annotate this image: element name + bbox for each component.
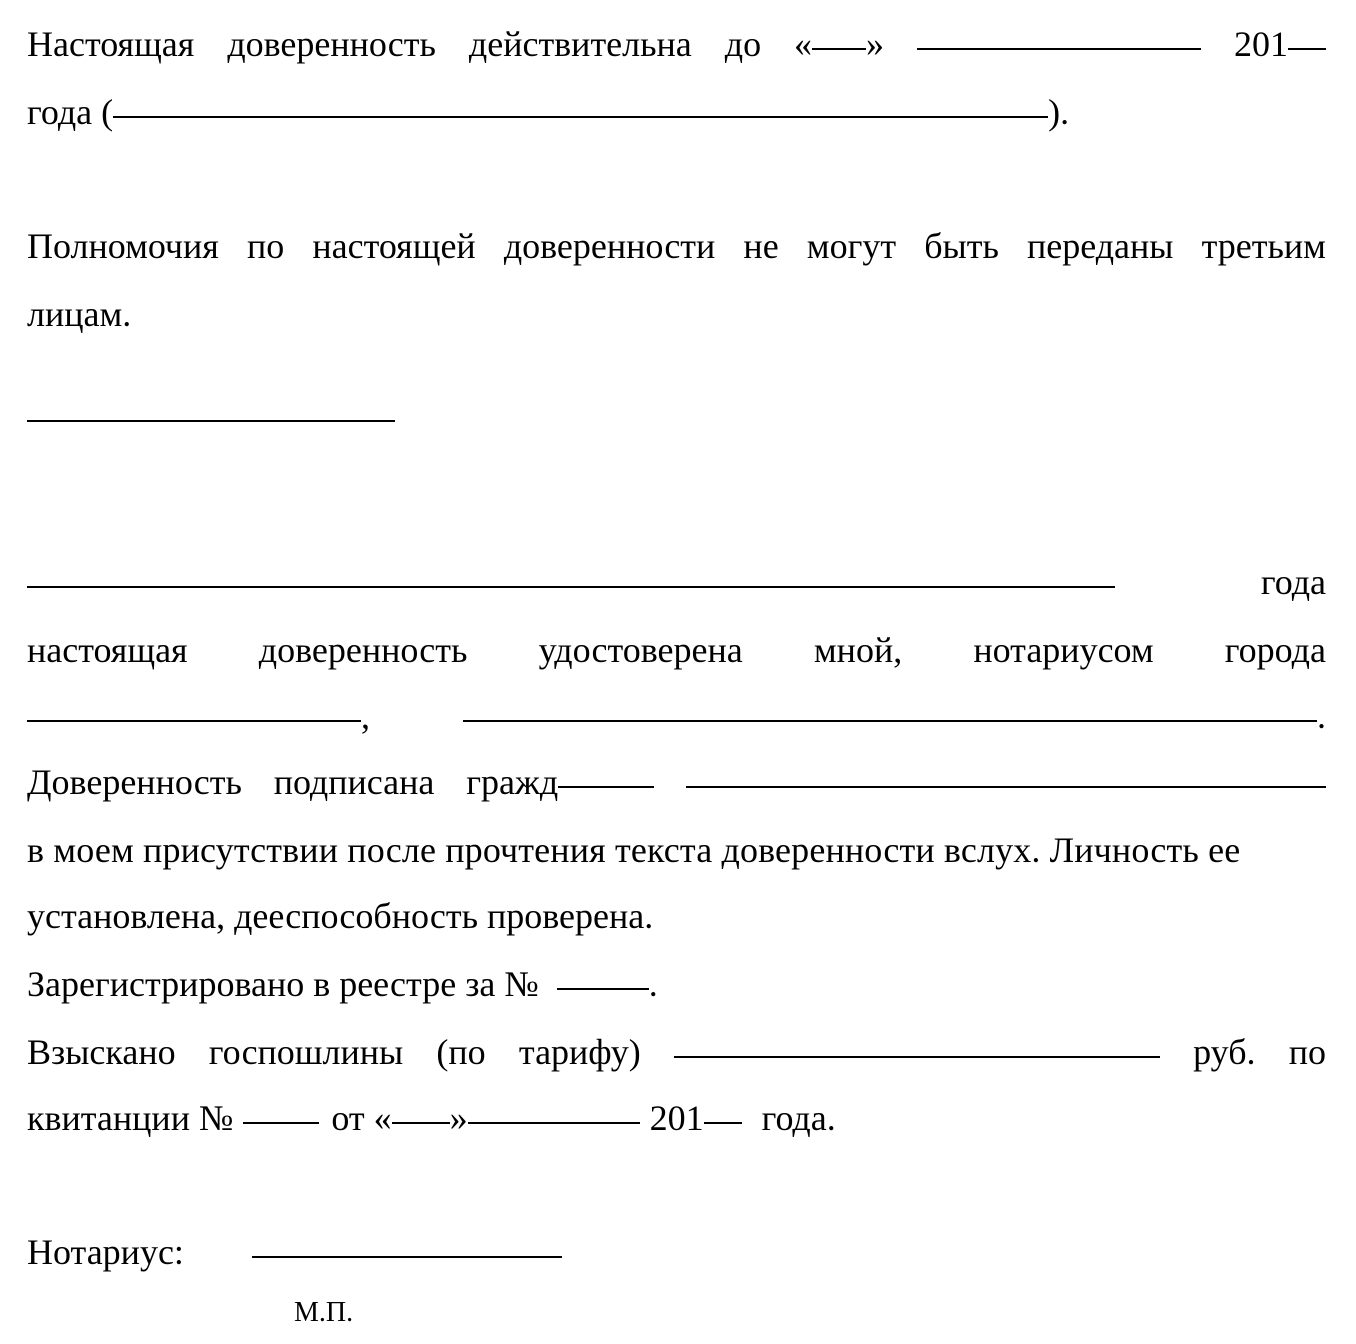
receipt-number-blank[interactable]	[243, 1122, 319, 1124]
fee-word: тарифу)	[518, 1032, 641, 1072]
transfer-word: лицам.	[27, 294, 132, 334]
identity-line	[27, 894, 1326, 938]
citizen-suffix-blank[interactable]	[558, 786, 654, 788]
certification-word: города	[1224, 630, 1326, 670]
certification-word: настоящая	[27, 630, 188, 670]
principal-signature-blank[interactable]	[27, 420, 395, 422]
validity-line	[27, 22, 1326, 66]
transfer-word: настоящей	[312, 226, 476, 266]
quote-close: »	[449, 1098, 468, 1138]
transfer-word: не	[743, 226, 779, 266]
principal-signature-line	[27, 426, 1326, 470]
registry-number-blank[interactable]	[557, 988, 649, 990]
city-blank[interactable]	[27, 720, 361, 722]
citizen-word: гражд	[466, 762, 559, 802]
citizen-name-blank[interactable]	[686, 786, 1326, 788]
year-word: года (	[27, 92, 114, 132]
year-word: года.	[761, 1098, 836, 1138]
presence-text: в моем присутствии после прочтения текста доверенности вслух. Личность ее	[27, 830, 1241, 870]
fee-word: Взыскано	[27, 1032, 176, 1072]
certification-date-blank[interactable]	[27, 586, 1115, 588]
notary-line	[27, 1230, 1326, 1274]
certification-date-line	[27, 560, 1326, 604]
fee-line	[27, 1030, 1326, 1074]
day-blank[interactable]	[812, 48, 866, 50]
transfer-line-1	[27, 224, 1326, 268]
notary-label: Нотариус:	[27, 1232, 184, 1272]
transfer-line-2	[27, 292, 1326, 336]
closing-paren: ).	[1048, 92, 1070, 132]
certification-word: доверенность	[258, 630, 468, 670]
year-field[interactable]	[1234, 22, 1326, 66]
transfer-word: доверенности	[503, 226, 716, 266]
transfer-word: по	[246, 226, 285, 266]
year-word: года	[1260, 562, 1326, 602]
receipt-month-blank[interactable]	[468, 1122, 640, 1124]
period: .	[1317, 696, 1326, 736]
registry-text: Зарегистрировано в реестре за №	[27, 964, 539, 1004]
receipt-from: от «	[331, 1098, 392, 1138]
period: .	[648, 964, 658, 1004]
comma: ,	[361, 696, 370, 736]
fee-word: (по	[436, 1032, 486, 1072]
validity-word: Настоящая	[27, 24, 195, 64]
month-blank[interactable]	[917, 48, 1201, 50]
validity-words-line	[27, 90, 1326, 134]
signed-word: подписана	[273, 762, 435, 802]
transfer-word: Полномочия	[27, 226, 219, 266]
day-field[interactable]	[794, 22, 884, 66]
registry-line	[27, 962, 1326, 1006]
transfer-word: переданы	[1026, 226, 1174, 266]
fee-amount-blank[interactable]	[674, 1056, 1160, 1058]
seal-label: М.П.	[294, 1297, 354, 1328]
transfer-word: могут	[806, 226, 897, 266]
transfer-word: третьим	[1201, 226, 1326, 266]
receipt-day-blank[interactable]	[392, 1122, 450, 1124]
certification-line-2	[27, 628, 1326, 672]
fee-word: госпошлины	[208, 1032, 404, 1072]
receipt-line	[27, 1096, 1326, 1140]
validity-word: до	[724, 24, 762, 64]
city-notary-line	[27, 694, 1326, 738]
certification-word: удостоверена	[538, 630, 743, 670]
certification-word: нотариусом	[973, 630, 1154, 670]
signed-by-line	[27, 760, 1326, 804]
year-prefix: 201	[1233, 24, 1288, 64]
notary-name-blank[interactable]	[463, 720, 1317, 722]
receipt-year-blank[interactable]	[704, 1122, 742, 1124]
validity-word: доверенность	[227, 24, 436, 64]
presence-line	[27, 828, 1326, 872]
certification-word: мной,	[813, 630, 903, 670]
receipt-year-prefix: 201	[649, 1098, 704, 1138]
validity-word: действительна	[468, 24, 692, 64]
po-word: по	[1288, 1032, 1326, 1072]
year-blank[interactable]	[1288, 48, 1326, 50]
quote-open: «	[794, 24, 813, 64]
notary-signature-blank[interactable]	[252, 1256, 562, 1258]
receipt-label: квитанции №	[27, 1098, 234, 1138]
signed-word: Доверенность	[27, 762, 242, 802]
identity-text: установлена, дееспособность проверена.	[27, 896, 654, 936]
rub-word: руб.	[1193, 1032, 1256, 1072]
quote-close: »	[866, 24, 885, 64]
date-in-words-blank[interactable]	[113, 116, 1048, 118]
transfer-word: быть	[924, 226, 999, 266]
